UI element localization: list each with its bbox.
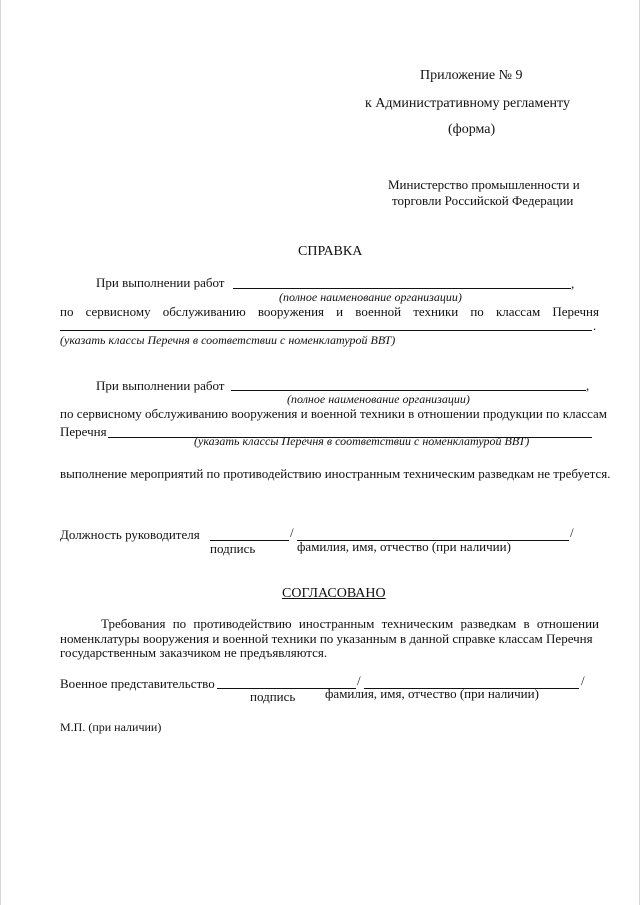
signature2-sign-hint: подпись <box>250 689 296 704</box>
section1-word: сервисному <box>85 304 151 319</box>
agreed-line-1: Требования по противодействию иностранным техническим разведкам в отношении <box>101 616 599 631</box>
section2-org-hint: (полное наименование организации) <box>287 392 470 406</box>
section1-classes-hint: (указать классы Перечня в соответствии с номенклатурой ВВТ) <box>60 333 396 347</box>
section1-period: . <box>593 318 597 333</box>
section1-word: классам <box>495 304 541 319</box>
signature2-slash: / <box>357 673 361 688</box>
appendix-number: Приложение № 9 <box>420 68 523 83</box>
agreed-line-2: номенклатуры вооружения и военной техники по указанным в данной справке классам Перечня <box>60 631 593 646</box>
section1-lead: При выполнении работ <box>96 275 225 290</box>
signature1-label: Должность руководителя <box>60 527 200 542</box>
signature2-name-hint: фамилия, имя, отчество (при наличии) <box>325 686 539 701</box>
section1-justified-line <box>60 304 599 320</box>
section1-comma: , <box>571 276 575 291</box>
section2-classes-hint: (указать классы Перечня в соответствии с номенклатурой ВВТ) <box>194 434 530 448</box>
section2-org-line[interactable] <box>231 390 586 391</box>
section1-word: обслуживанию <box>162 304 246 319</box>
section1-word: вооружения <box>257 304 325 319</box>
section1-word: техники <box>413 304 459 319</box>
regulation-reference: к Административному регламенту <box>365 96 570 111</box>
section1-word: по <box>470 304 484 319</box>
section1-org-hint: (полное наименование организации) <box>279 290 462 304</box>
signature1-sign-hint: подпись <box>210 541 256 556</box>
agreed-line-3: государственным заказчиком не предъявляются. <box>60 645 328 660</box>
ministry-line-1: Министерство промышленности и <box>388 177 580 192</box>
section1-word: Перечня <box>552 304 599 319</box>
section1-word: военной <box>355 304 402 319</box>
signature1-slash: / <box>290 525 294 540</box>
section2-comma: , <box>586 378 590 393</box>
signature2-slash-end: / <box>581 673 585 688</box>
document-title: СПРАВКА <box>298 244 363 259</box>
ministry-line-2: торговли Российской Федерации <box>392 193 574 208</box>
agreed-title: СОГЛАСОВАНО <box>282 586 386 601</box>
conclusion-text: выполнение мероприятий по противодействию иностранным техническим разведкам не требуется. <box>60 466 611 481</box>
section2-text: по сервисному обслуживанию вооружения и военной техники в отношении продукции по классам <box>60 406 608 421</box>
section1-word: по <box>60 304 74 319</box>
form-label: (форма) <box>448 122 496 137</box>
section1-word: и <box>336 304 344 319</box>
stamp-note: М.П. (при наличии) <box>60 720 162 734</box>
section2-perechnya: Перечня <box>60 424 107 439</box>
signature1-slash-end: / <box>570 525 574 540</box>
section2-lead: При выполнении работ <box>96 378 225 393</box>
section1-classes-line[interactable] <box>60 330 592 331</box>
signature1-name-hint: фамилия, имя, отчество (при наличии) <box>297 539 511 554</box>
signature2-label: Военное представительство <box>60 676 215 691</box>
section1-org-line[interactable] <box>233 288 571 289</box>
